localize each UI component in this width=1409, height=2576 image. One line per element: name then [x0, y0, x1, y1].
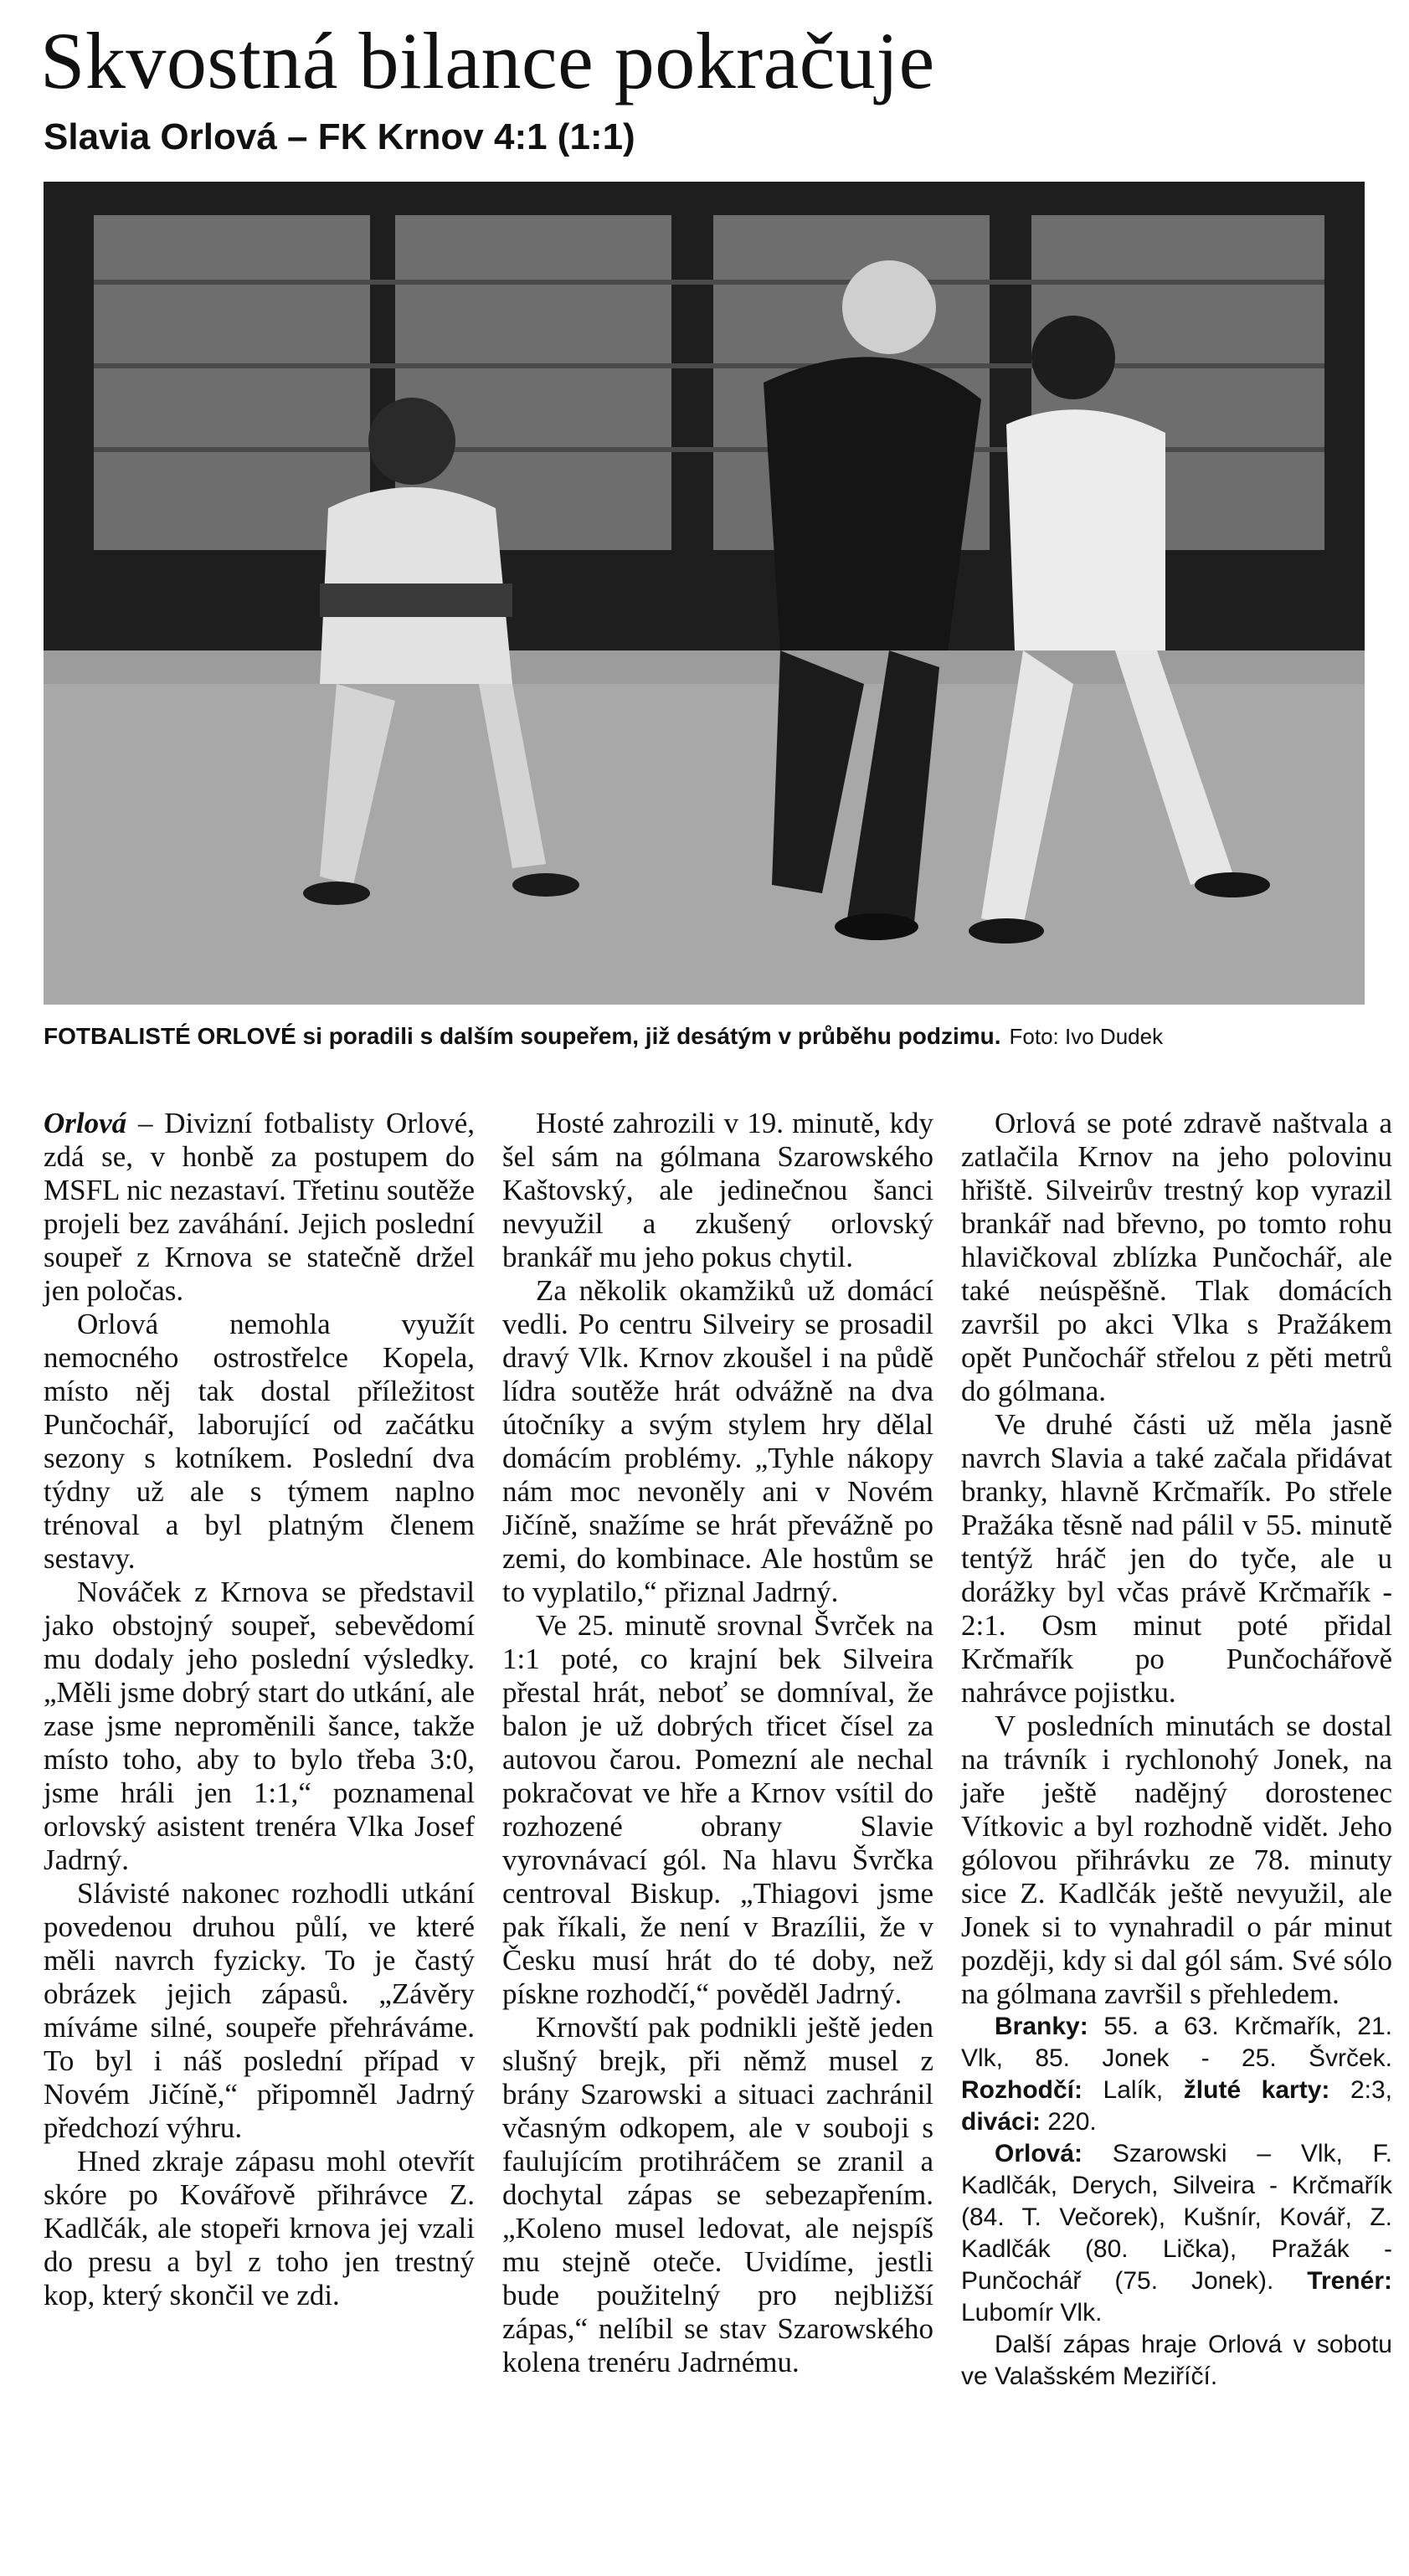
article-column-2	[502, 1107, 933, 2379]
football-players-image	[44, 182, 1365, 1005]
goals-value: 55. a 63. Krčmařík, 21. Vlk, 85. Jonek - 25. Švrček.	[961, 2013, 1392, 2072]
article-paragraph	[44, 1107, 475, 1308]
lineup-value: Szarowski – Vlk, F. Kadlčák, Derych, Silveira - Krčmařík (84. T. Večorek), Kušnír, Kovář, Z. Kadlčák (80. Lička), Pražák - Punčochář (75. Jonek).	[961, 2140, 1392, 2295]
referee-label: Rozhodčí:	[961, 2076, 1082, 2104]
attendance-value: 220.	[1041, 2108, 1097, 2136]
photo-caption	[44, 1020, 1375, 1053]
photo-credit: Foto: Ivo Dudek	[1009, 1024, 1164, 1049]
lineup-label: Orlová:	[995, 2140, 1083, 2167]
article-paragraph: Slávisté nakonec rozhodli utkání povedenou druhou půlí, ve které měli navrch fyzicky. To je častý obrázek jejich zápasů. „Závěry míváme silné, soupeře přehráváme. To byl i náš poslední případ v Novém Jičíně,“ připomněl Jadrný předchozí výhru.	[44, 1877, 475, 2144]
article-paragraph: Ve druhé části už měla jasně navrch Slavia a také začala přidávat branky, hlavně Krčmařík. Po střele Pražáka těsně nad pálil v 55. minutě tentýž hráč jen do tyče, ale u dorážky byl včas právě Krčmařík - 2:1. Osm minut poté přidal Krčmařík po Punčochářově nahrávce pojistku.	[961, 1408, 1392, 1709]
article-paragraph: V posledních minutách se dostal na trávník i rychlonohý Jonek, na jaře ještě nadějný dorostenec Vítkovic a byl rozhodně vidět. Jeho gólovou přihrávku ze 78. minuty sice Z. Kadlčák ještě nevyužil, ale Jonek si to vynahradil o pár minut později, kdy si dal gól sám. Své sólo na gólmana završil s přehledem.	[961, 1710, 1392, 2010]
article-paragraph: Ve 25. minutě srovnal Švrček na 1:1 poté, co krajní bek Silveira přestal hrát, neboť se domníval, že balon je už dobrých třicet čísel za autovou čarou. Pomezní ale nechal pokračovat ve hře a Krnov vsítil do rozhozené obrany Slavie vyrovnávací gól. Na hlavu Švrčka centroval Biskup. „Thiagovi jsme pak říkali, že není v Brazílii, že v Česku musí hrát do té doby, než pískne rozhodčí,“ pověděl Jadrný.	[502, 1609, 933, 2010]
cards-value: 2:3,	[1329, 2076, 1392, 2104]
article-paragraph: Orlová se poté zdravě naštvala a zatlačila Krnov na jeho polovinu hřiště. Silveirův trestný kop vyrazil brankář nad břevno, po tomto rohu hlavičkoval zblízka Punčochář, ale také neúspěšně. Tlak domácích završil po akci Vlka s Pražákem opět Punčochář střelou z pěti metrů do gólmana.	[961, 1107, 1392, 1407]
article-column-3	[961, 1107, 1392, 2393]
paragraph-text: – Divizní fotbalisty Orlové, zdá se, v honbě za postupem do MSFL nic nezastaví. Třetinu soutěže projeli bez zaváhání. Jejich poslední soupeř z Krnova se statečně držel jen poločas.	[44, 1107, 475, 1307]
article-paragraph: Orlová nemohla využít nemocného ostrostřelce Kopela, místo něj tak dostal příležitost Punčochář, laborující od začátku sezony s kotníkem. Poslední dva týdny už ale s týmem naplno trénoval a byl platným členem sestavy.	[44, 1308, 475, 1575]
headline: Skvostná bilance pokračuje	[40, 16, 935, 105]
article-paragraph: Hosté zahrozili v 19. minutě, kdy šel sám na gólmana Szarowského Kaštovský, ale jedinečnou šanci nevyužil a zkušený orlovský brankář mu jeho pokus chytil.	[502, 1107, 933, 1273]
article-column-1	[44, 1107, 475, 2312]
article-paragraph: Za několik okamžiků už domácí vedli. Po centru Silveiry se prosadil dravý Vlk. Krnov zkoušel i na půdě lídra soutěže hrát odvážně na dva útočníky a svým stylem hry dělal domácím problémy. „Tyhle nákopy nám moc nevoněly ani v Novém Jičíně, snažíme se hrát převážně po zemi, do kombinace. Ale hostům se to vyplatilo,“ přiznal Jadrný.	[502, 1274, 933, 1608]
article-paragraph: Hned zkraje zápasu mohl otevřít skóre po Kovářově přihrávce Z. Kadlčák, ale stopeři krnova jej vzali do presu a byl z toho jen trestný kop, který skončil ve zdi.	[44, 2145, 475, 2311]
coach-label: Trenér:	[1307, 2267, 1392, 2295]
goals-label: Branky:	[995, 2013, 1088, 2040]
attendance-label: diváci:	[961, 2108, 1041, 2136]
caption-text: si poradili s dalším soupeřem, již desátým v průběhu podzimu.	[296, 1023, 1001, 1049]
dateline: Orlová	[44, 1107, 127, 1139]
caption-lead: FOTBALISTÉ ORLOVÉ	[44, 1023, 296, 1049]
match-result-subhead: Slavia Orlová – FK Krnov 4:1 (1:1)	[44, 116, 635, 157]
lineup	[961, 2138, 1392, 2329]
match-stats	[961, 2011, 1392, 2138]
article-paragraph: Nováček z Krnova se představil jako obstojný soupeř, sebevědomí mu dodaly jeho poslední výsledky. „Měli jsme dobrý start do utkání, ale zase jsme neproměnili šance, takže místo toho, aby to bylo třeba 3:0, jsme hráli jen 1:1,“ poznamenal orlovský asistent trenéra Vlka Josef Jadrný.	[44, 1576, 475, 1876]
coach-value: Lubomír Vlk.	[961, 2299, 1103, 2327]
cards-label: žluté karty:	[1183, 2076, 1330, 2104]
match-photo	[44, 182, 1365, 1005]
referee-value: Lalík,	[1082, 2076, 1184, 2104]
next-match: Další zápas hraje Orlová v sobotu ve Valašském Meziříčí.	[961, 2331, 1392, 2390]
article-paragraph: Krnovští pak podnikli ještě jeden slušný brejk, při němž musel z brány Szarowski a situaci zachránil včasným odkopem, ale v souboji s faulujícím protihráčem se zranil a dochytal zápas se sebezapřením. „Koleno musel ledovat, ale nejspíš mu stejně oteče. Uvidíme, jestli bude použitelný pro nejbližší zápas,“ nelíbil se stav Szarowského kolena trenéru Jadrnému.	[502, 2011, 933, 2378]
